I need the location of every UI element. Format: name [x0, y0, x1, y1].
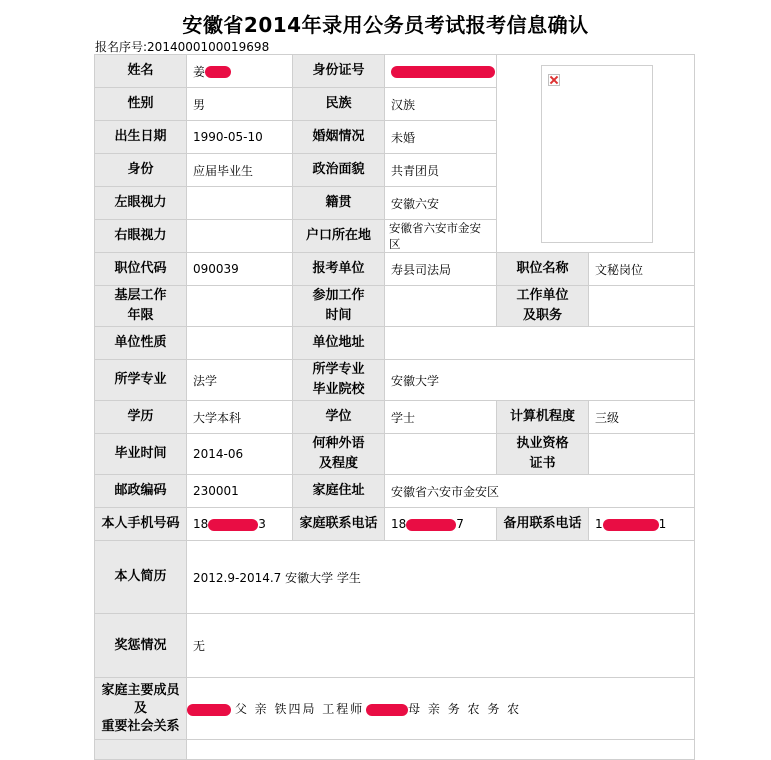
education-value: 大学本科 — [187, 401, 293, 434]
work-unit-value — [589, 286, 695, 327]
resume-label: 本人简历 — [95, 541, 187, 614]
name-value: 姜 — [187, 55, 293, 88]
position-name-label: 职位名称 — [497, 253, 589, 286]
position-code-label: 职位代码 — [95, 253, 187, 286]
grad-time-label: 毕业时间 — [95, 434, 187, 475]
resume-value: 2012.9-2014.7 安徽大学 学生 — [187, 541, 695, 614]
work-start-label: 参加工作 时间 — [293, 286, 385, 327]
school-value: 安徽大学 — [385, 360, 695, 401]
home-phone-label: 家庭联系电话 — [293, 508, 385, 541]
page-title: 安徽省2014年录用公务员考试报考信息确认 — [182, 13, 589, 37]
hukou-value: 安徽省六安市金安区 — [385, 220, 497, 253]
degree-label: 学位 — [293, 401, 385, 434]
native-place-label: 籍贯 — [293, 187, 385, 220]
qualification-value — [589, 434, 695, 475]
name-label: 姓名 — [95, 55, 187, 88]
unit-nature-label: 单位性质 — [95, 327, 187, 360]
redaction-mark — [366, 704, 408, 716]
continuation-value — [187, 740, 695, 760]
unit-address-value — [385, 327, 695, 360]
right-eye-value — [187, 220, 293, 253]
political-value: 共青团员 — [385, 154, 497, 187]
id-card-label: 身份证号 — [293, 55, 385, 88]
qualification-label: 执业资格 证书 — [497, 434, 589, 475]
postcode-label: 邮政编码 — [95, 475, 187, 508]
birth-date-label: 出生日期 — [95, 121, 187, 154]
home-phone-value: 18 7 — [385, 508, 497, 541]
foreign-lang-value — [385, 434, 497, 475]
unit-nature-value — [187, 327, 293, 360]
computer-value: 三级 — [589, 401, 695, 434]
identity-value: 应届毕业生 — [187, 154, 293, 187]
family-member-1: 父 亲 铁四局 工程师 — [234, 702, 365, 716]
gender-value: 男 — [187, 88, 293, 121]
right-eye-label: 右眼视力 — [95, 220, 187, 253]
awards-value: 无 — [187, 614, 695, 678]
position-code-value: 090039 — [187, 253, 293, 286]
family-member-2: 母 亲 务 农 务 农 — [408, 702, 522, 716]
backup-phone-value: 1 1 — [589, 508, 695, 541]
hukou-label: 户口所在地 — [293, 220, 385, 253]
registration-number-value: 2014000100019698 — [147, 40, 270, 54]
birth-date-value: 1990-05-10 — [187, 121, 293, 154]
id-card-value — [385, 55, 497, 88]
grassroots-years-value — [187, 286, 293, 327]
application-info-table — [94, 54, 695, 760]
mobile-label: 本人手机号码 — [95, 508, 187, 541]
foreign-lang-label: 何种外语 及程度 — [293, 434, 385, 475]
registration-number-label: 报名序号: — [95, 40, 148, 54]
work-unit-label: 工作单位 及职务 — [497, 286, 589, 327]
registration-number — [95, 38, 269, 55]
family-value — [187, 678, 695, 740]
redaction-mark — [205, 66, 231, 78]
left-eye-value — [187, 187, 293, 220]
apply-unit-label: 报考单位 — [293, 253, 385, 286]
continuation-label — [95, 740, 187, 760]
marital-value: 未婚 — [385, 121, 497, 154]
postcode-value: 230001 — [187, 475, 293, 508]
school-label: 所学专业 毕业院校 — [293, 360, 385, 401]
home-address-label: 家庭住址 — [293, 475, 385, 508]
identity-label: 身份 — [95, 154, 187, 187]
grad-time-value: 2014-06 — [187, 434, 293, 475]
major-value: 法学 — [187, 360, 293, 401]
redaction-mark — [187, 704, 231, 716]
education-label: 学历 — [95, 401, 187, 434]
ethnicity-value: 汉族 — [385, 88, 497, 121]
grassroots-years-label: 基层工作 年限 — [95, 286, 187, 327]
major-label: 所学专业 — [95, 360, 187, 401]
broken-image-icon — [548, 74, 560, 86]
gender-label: 性别 — [95, 88, 187, 121]
political-label: 政治面貌 — [293, 154, 385, 187]
work-start-value — [385, 286, 497, 327]
apply-unit-value: 寿县司法局 — [385, 253, 497, 286]
computer-label: 计算机程度 — [497, 401, 589, 434]
backup-phone-label: 备用联系电话 — [497, 508, 589, 541]
redaction-mark — [406, 519, 456, 531]
native-place-value: 安徽六安 — [385, 187, 497, 220]
degree-value: 学士 — [385, 401, 497, 434]
awards-label: 奖惩情况 — [95, 614, 187, 678]
marital-label: 婚姻情况 — [293, 121, 385, 154]
redaction-mark — [208, 519, 258, 531]
mobile-value: 18 3 — [187, 508, 293, 541]
applicant-photo — [541, 65, 653, 243]
ethnicity-label: 民族 — [293, 88, 385, 121]
redaction-mark — [391, 66, 495, 78]
home-address-value: 安徽省六安市金安区 — [385, 475, 695, 508]
redaction-mark — [603, 519, 659, 531]
left-eye-label: 左眼视力 — [95, 187, 187, 220]
family-label: 家庭主要成员 及 重要社会关系 — [95, 678, 187, 740]
unit-address-label: 单位地址 — [293, 327, 385, 360]
photo-cell — [497, 55, 695, 253]
position-name-value: 文秘岗位 — [589, 253, 695, 286]
